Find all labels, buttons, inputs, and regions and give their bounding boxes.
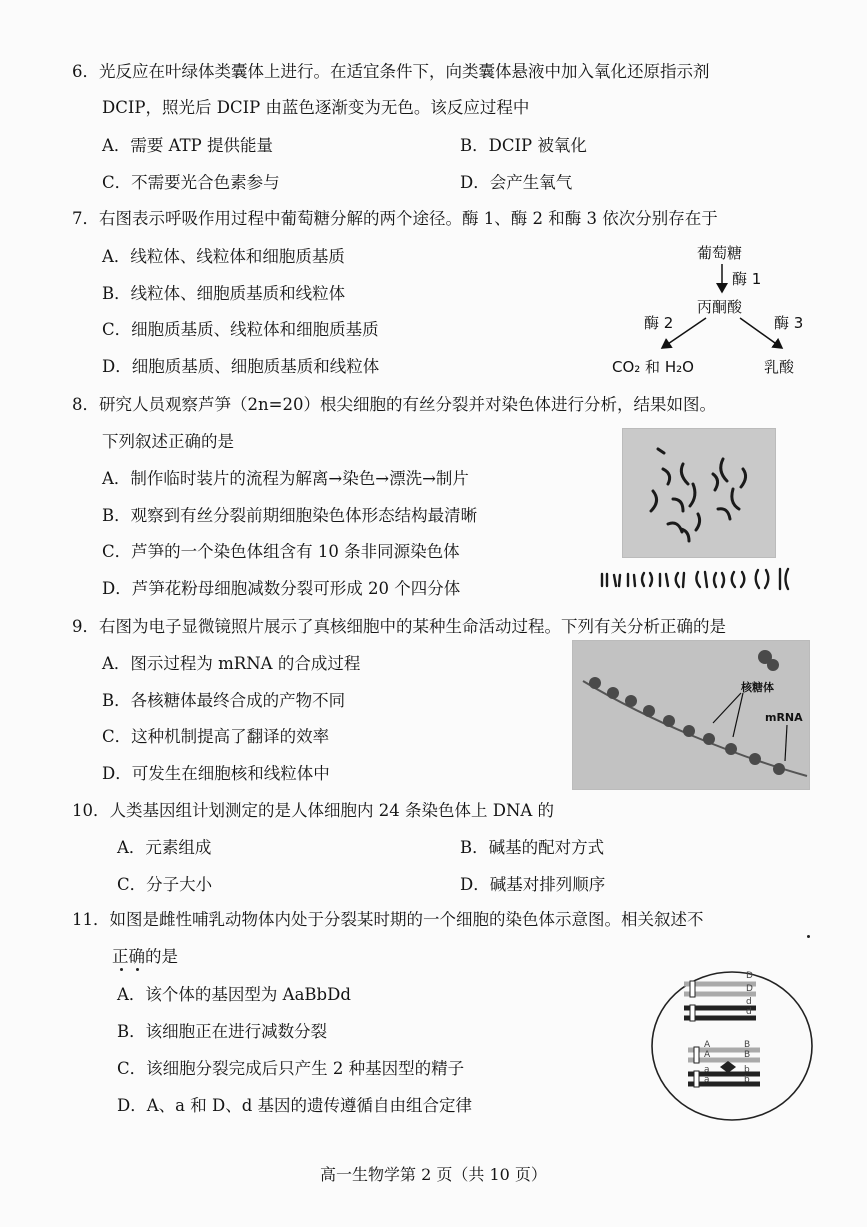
- q9-stem-line1: 9．右图为电子显微镜照片展示了真核细胞中的某种生命活动过程。下列有关分析正确的是: [72, 617, 726, 636]
- mrna-label: mRNA: [765, 711, 803, 724]
- glucose-label: 葡萄糖: [697, 244, 743, 262]
- q11-option-c: C．该细胞分裂完成后只产生 2 种基因型的精子: [117, 1059, 465, 1078]
- q11-option-b: B．该细胞正在进行减数分裂: [117, 1022, 328, 1041]
- q7-option-a: A．线粒体、线粒体和细胞质基质: [102, 247, 345, 266]
- q6-option-a: A．需要 ATP 提供能量: [102, 136, 274, 155]
- q6-option-d: D．会产生氧气: [460, 173, 573, 192]
- q6-stem-line1: 6．光反应在叶绿体类囊体上进行。在适宜条件下，向类囊体悬液中加入氧化还原指示剂: [72, 62, 710, 81]
- q8-stem-line2: 下列叙述正确的是: [102, 432, 234, 451]
- q10-stem-line1: 10．人类基因组计划测定的是人体细胞内 24 条染色体上 DNA 的: [72, 801, 555, 820]
- gene-A-1: A: [704, 1040, 711, 1050]
- q7-option-c: C．细胞质基质、线粒体和细胞质基质: [102, 320, 379, 339]
- gene-B-1: B: [744, 1040, 751, 1050]
- polysome-micrograph: [572, 640, 810, 790]
- co2-h2o-label: CO₂ 和 H₂O: [612, 358, 694, 376]
- q10-option-d: D．碱基对排列顺序: [460, 875, 606, 894]
- q6-option-c: C．不需要光合色素参与: [102, 173, 280, 192]
- q6-stem-line2: DCIP，照光后 DCIP 由蓝色逐渐变为无色。该反应过程中: [102, 98, 530, 117]
- q11-option-d: D．A、a 和 D、d 基因的遗传遵循自由组合定律: [117, 1096, 473, 1115]
- q8-option-a: A．制作临时装片的流程为解离→染色→漂洗→制片: [102, 469, 469, 488]
- q9-option-b: B．各核糖体最终合成的产物不同: [102, 691, 346, 710]
- gene-B-2: B: [744, 1050, 751, 1060]
- karyotype-strip: [598, 566, 798, 592]
- gene-d-1: d: [746, 997, 752, 1007]
- gene-A-2: A: [704, 1050, 711, 1060]
- q7-option-d: D．细胞质基质、细胞质基质和线粒体: [102, 357, 380, 376]
- ribosome-label: 核糖体: [741, 681, 774, 694]
- enzyme2-label: 酶 2: [644, 314, 674, 332]
- q9-option-a: A．图示过程为 mRNA 的合成过程: [102, 654, 361, 673]
- q11-option-a: A．该个体的基因型为 AaBbDd: [117, 985, 351, 1004]
- cell-chromosome-diagram: [648, 968, 816, 1124]
- q6-option-b: B．DCIP 被氧化: [460, 136, 587, 155]
- q8-option-c: C．芦笋的一个染色体组含有 10 条非同源染色体: [102, 542, 460, 561]
- emphasis-dot: [807, 935, 810, 938]
- enzyme1-label: 酶 1: [732, 270, 762, 288]
- q9-option-c: C．这种机制提高了翻译的效率: [102, 727, 330, 746]
- lactic-acid-label: 乳酸: [764, 358, 795, 376]
- gene-b-2: b: [744, 1075, 750, 1085]
- enzyme3-label: 酶 3: [774, 314, 804, 332]
- q11-stem-line2: 正确的是: [112, 947, 178, 966]
- gene-d-2: d: [746, 1007, 752, 1017]
- q7-option-b: B．线粒体、细胞质基质和线粒体: [102, 284, 346, 303]
- q11-stem-line1: 11．如图是雌性哺乳动物体内处于分裂某时期的一个细胞的染色体示意图。相关叙述不: [72, 910, 704, 929]
- gene-b-1: b: [744, 1065, 750, 1075]
- gene-a-2: a: [704, 1075, 710, 1085]
- q8-stem-line1: 8．研究人员观察芦笋（2n=20）根尖细胞的有丝分裂并对染色体进行分析，结果如图。: [72, 395, 716, 414]
- pyruvate-label: 丙酮酸: [697, 298, 743, 316]
- chromosome-micrograph: [622, 428, 776, 558]
- q9-option-d: D．可发生在细胞核和线粒体中: [102, 764, 330, 783]
- respiration-pathway-diagram: [600, 240, 830, 380]
- gene-D-1: D: [746, 971, 753, 981]
- q8-option-d: D．芦笋花粉母细胞减数分裂可形成 20 个四分体: [102, 579, 461, 598]
- q7-stem-line1: 7．右图表示呼吸作用过程中葡萄糖分解的两个途径。酶 1、酶 2 和酶 3 依次分别存在于: [72, 209, 718, 228]
- page-footer: 高一生物学第 2 页（共 10 页）: [320, 1165, 547, 1184]
- q10-option-a: A．元素组成: [117, 838, 212, 857]
- q10-option-b: B．碱基的配对方式: [460, 838, 605, 857]
- emphasis-dot: [136, 968, 139, 971]
- gene-D-2: D: [746, 984, 753, 994]
- q8-option-b: B．观察到有丝分裂前期细胞染色体形态结构最清晰: [102, 506, 478, 525]
- q10-option-c: C．分子大小: [117, 875, 213, 894]
- gene-a-1: a: [704, 1065, 710, 1075]
- emphasis-dot: [120, 968, 123, 971]
